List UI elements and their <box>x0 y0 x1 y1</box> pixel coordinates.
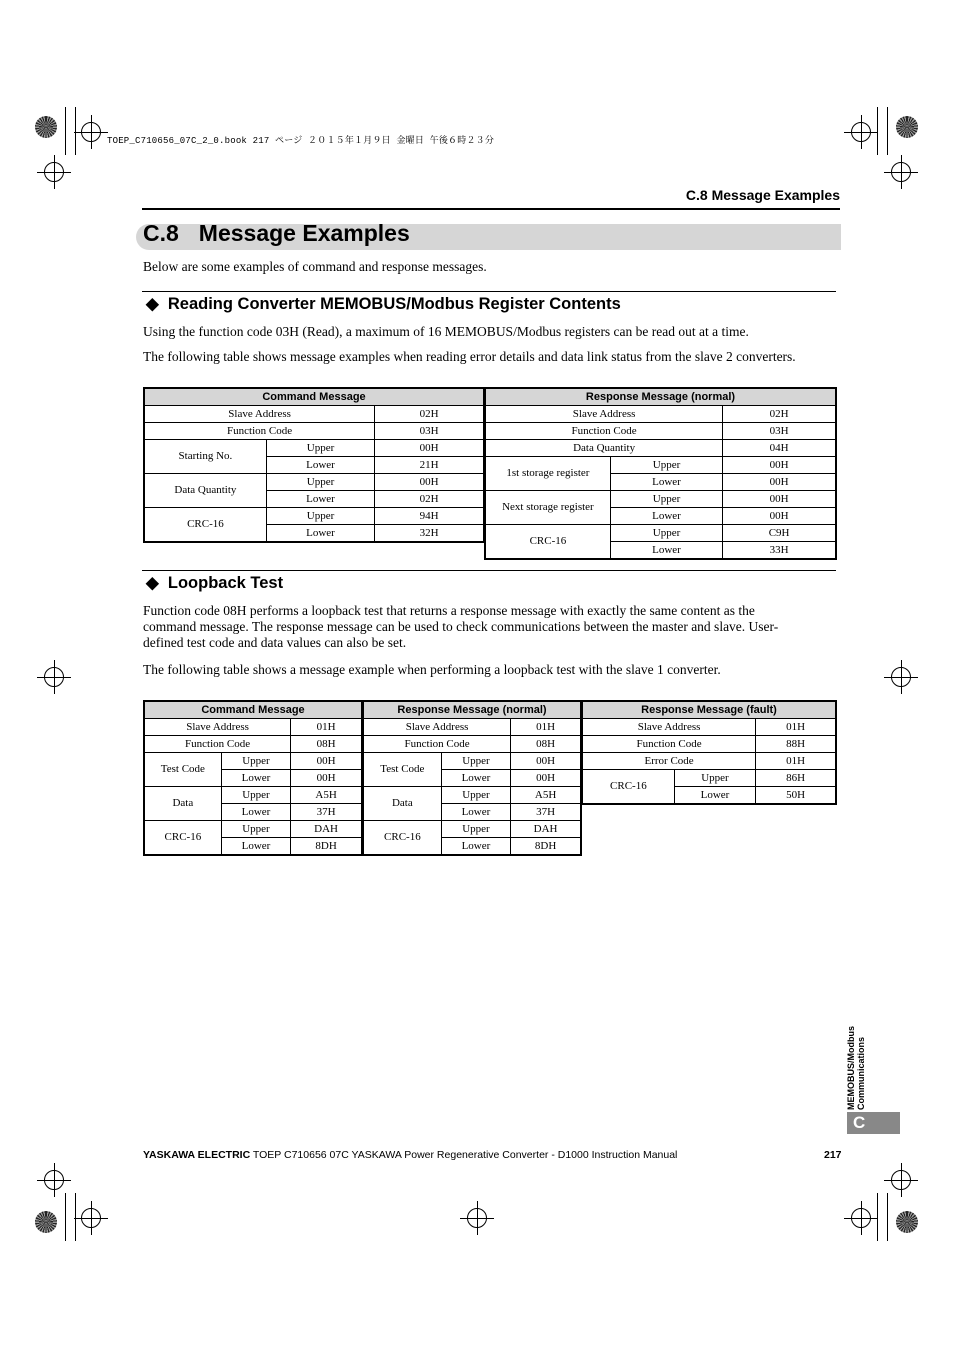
side-tab-letter: C <box>853 1113 866 1132</box>
section1-paragraph-2: The following table shows message examples when reading error details and data link status from the slave 2 converters. <box>143 349 796 364</box>
table-row <box>485 423 836 440</box>
cell-label: Function Code <box>485 423 723 440</box>
crosshair-icon <box>891 667 911 687</box>
cell-value: 94H <box>375 508 484 525</box>
table-header: Response Message (fault) <box>582 701 836 719</box>
cell-label: Lower <box>221 804 290 821</box>
loopback-response-fault-table <box>581 700 837 805</box>
cell-label: Upper <box>674 770 755 787</box>
table-row <box>363 821 581 838</box>
cell-label: Lower <box>441 838 510 856</box>
cell-value: 00H <box>511 770 581 787</box>
section-heading-text: Reading Converter MEMOBUS/Modbus Register Contents <box>167 295 621 313</box>
table-row <box>485 406 836 423</box>
footer <box>143 1149 677 1161</box>
registration-dot-icon <box>35 116 57 138</box>
cell-value: 08H <box>511 736 581 753</box>
cell-value: 88H <box>756 736 836 753</box>
cell-value: 03H <box>375 423 484 440</box>
table-row <box>144 508 484 525</box>
cell-label: Data <box>363 787 441 821</box>
section-heading-reading <box>146 294 621 314</box>
cell-value: 00H <box>375 474 484 491</box>
cell-label: Slave Address <box>144 719 291 736</box>
cell-label: Data Quantity <box>144 474 266 508</box>
side-tab <box>847 1112 900 1134</box>
cell-label: Lower <box>610 508 722 525</box>
page-title <box>143 220 410 247</box>
cell-label: Data <box>144 787 221 821</box>
crop-mark <box>887 1193 888 1241</box>
crosshair-icon <box>81 122 101 142</box>
cell-label: Lower <box>441 770 510 787</box>
cell-label: Lower <box>221 838 290 856</box>
table-row <box>485 440 836 457</box>
cell-value: C9H <box>723 525 836 542</box>
cell-value: 02H <box>375 406 484 423</box>
cell-label: Upper <box>441 821 510 838</box>
diamond-icon: ◆ <box>146 574 159 592</box>
crop-mark <box>75 107 76 155</box>
cell-label: Test Code <box>363 753 441 787</box>
cell-label: Function Code <box>144 423 375 440</box>
table-row <box>363 787 581 804</box>
cell-label: Upper <box>441 753 510 770</box>
read-response-table <box>484 387 837 560</box>
crop-mark <box>75 1193 76 1241</box>
crosshair-icon <box>891 1170 911 1190</box>
table-row <box>144 406 484 423</box>
cell-label: CRC-16 <box>485 525 610 560</box>
table-row <box>582 736 836 753</box>
cell-label: Upper <box>221 753 290 770</box>
cell-value: 00H <box>723 457 836 474</box>
section-heading-loopback <box>146 573 283 593</box>
cell-value: 00H <box>723 508 836 525</box>
footer-text: TOEP C710656 07C YASKAWA Power Regenerative Converter - D1000 Instruction Manual <box>250 1149 678 1161</box>
table-header: Command Message <box>144 388 484 406</box>
cell-label: CRC-16 <box>144 508 266 543</box>
table-row <box>582 753 836 770</box>
cell-value: 00H <box>291 770 362 787</box>
table-row <box>485 457 836 474</box>
table-header: Response Message (normal) <box>363 701 581 719</box>
table-row <box>582 770 836 787</box>
cell-label: 1st storage register <box>485 457 610 491</box>
cell-value: 8DH <box>291 838 362 856</box>
title-number: C.8 <box>143 220 179 246</box>
table-row <box>144 423 484 440</box>
crosshair-icon <box>851 122 871 142</box>
running-head: C.8 Message Examples <box>685 187 840 203</box>
cell-label: Upper <box>441 787 510 804</box>
cell-label: Upper <box>221 787 290 804</box>
cell-value: 00H <box>723 491 836 508</box>
section2-paragraph-1: Function code 08H performs a loopback test that returns a response message with exactly the same content as the command message. The response message can be used to check communications between the master and slave. User-defined test code and data values can also be set. <box>143 603 779 650</box>
crosshair-icon <box>44 667 64 687</box>
page-number: 217 <box>824 1149 842 1161</box>
crosshair-icon <box>467 1208 487 1228</box>
cell-value: A5H <box>511 787 581 804</box>
cell-value: 00H <box>511 753 581 770</box>
table-row <box>144 719 362 736</box>
cell-label: Slave Address <box>485 406 723 423</box>
crop-mark <box>877 1193 878 1241</box>
crosshair-icon <box>44 162 64 182</box>
cell-value: 33H <box>723 542 836 560</box>
cell-label: Error Code <box>582 753 756 770</box>
table-row <box>582 719 836 736</box>
cell-value: 02H <box>375 491 484 508</box>
cell-value: A5H <box>291 787 362 804</box>
cell-value: 08H <box>291 736 362 753</box>
cell-value: 37H <box>511 804 581 821</box>
cell-label: Upper <box>610 525 722 542</box>
section-heading-text: Loopback Test <box>167 574 284 592</box>
cell-label: Upper <box>266 508 374 525</box>
table-row <box>485 491 836 508</box>
footer-brand: YASKAWA ELECTRIC <box>143 1149 251 1161</box>
cell-value: DAH <box>291 821 362 838</box>
cell-value: 03H <box>723 423 836 440</box>
loopback-response-normal-table <box>362 700 582 856</box>
crosshair-icon <box>851 1208 871 1228</box>
table-row <box>485 525 836 542</box>
section1-paragraph-1: Using the function code 03H (Read), a maximum of 16 MEMOBUS/Modbus registers can be read out at a time. <box>143 324 749 339</box>
cell-value: 8DH <box>511 838 581 856</box>
cell-label: Function Code <box>363 736 511 753</box>
crop-mark <box>65 1193 66 1241</box>
registration-dot-icon <box>896 1211 918 1233</box>
cell-label: Slave Address <box>363 719 511 736</box>
cell-label: Data Quantity <box>485 440 723 457</box>
header-rule <box>142 208 840 210</box>
cell-label: Lower <box>441 804 510 821</box>
read-command-table <box>143 387 485 543</box>
cell-label: Lower <box>266 457 374 474</box>
table-row <box>363 719 581 736</box>
cell-label: Upper <box>610 491 722 508</box>
cell-value: 50H <box>756 787 836 805</box>
crop-mark <box>65 107 66 155</box>
cell-label: Function Code <box>144 736 291 753</box>
cell-value: DAH <box>511 821 581 838</box>
cell-label: Slave Address <box>144 406 375 423</box>
table-row <box>144 474 484 491</box>
crosshair-icon <box>891 162 911 182</box>
section-rule <box>142 570 836 571</box>
cell-label: CRC-16 <box>363 821 441 856</box>
cell-value: 21H <box>375 457 484 474</box>
cell-label: CRC-16 <box>582 770 674 805</box>
cell-value: 32H <box>375 525 484 543</box>
table-row <box>363 753 581 770</box>
table-row <box>144 440 484 457</box>
registration-dot-icon <box>896 116 918 138</box>
cell-label: CRC-16 <box>144 821 221 856</box>
crosshair-icon <box>44 1170 64 1190</box>
cell-value: 04H <box>723 440 836 457</box>
loopback-command-table <box>143 700 363 856</box>
table-row <box>144 821 362 838</box>
cell-value: 00H <box>723 474 836 491</box>
cell-label: Lower <box>221 770 290 787</box>
intro-paragraph: Below are some examples of command and response messages. <box>143 259 487 274</box>
cell-value: 01H <box>291 719 362 736</box>
crop-mark <box>887 107 888 155</box>
title-text: Message Examples <box>198 220 410 246</box>
print-header: TOEP_C710656_07C_2_0.book 217 ページ ２０１５年１月９日 金曜日 午後６時２３分 <box>107 136 495 146</box>
cell-label: Upper <box>266 474 374 491</box>
section-rule <box>142 291 836 292</box>
side-tab-label: MEMOBUS/Modbus Communications <box>846 1026 866 1110</box>
section2-paragraph-2: The following table shows a message example when performing a loopback test with the slave 1 converter. <box>143 662 721 677</box>
cell-label: Lower <box>610 474 722 491</box>
cell-label: Function Code <box>582 736 756 753</box>
diamond-icon: ◆ <box>146 295 159 313</box>
cell-value: 01H <box>756 753 836 770</box>
cell-label: Next storage register <box>485 491 610 525</box>
cell-value: 00H <box>291 753 362 770</box>
cell-label: Starting No. <box>144 440 266 474</box>
table-header: Response Message (normal) <box>485 388 836 406</box>
cell-label: Test Code <box>144 753 221 787</box>
table-row <box>144 753 362 770</box>
cell-value: 02H <box>723 406 836 423</box>
cell-value: 00H <box>375 440 484 457</box>
registration-dot-icon <box>35 1211 57 1233</box>
table-row <box>144 736 362 753</box>
cell-value: 37H <box>291 804 362 821</box>
cell-label: Upper <box>266 440 374 457</box>
cell-value: 01H <box>756 719 836 736</box>
cell-value: 01H <box>511 719 581 736</box>
cell-value: 86H <box>756 770 836 787</box>
cell-label: Lower <box>610 542 722 560</box>
crop-mark <box>877 107 878 155</box>
cell-label: Lower <box>674 787 755 805</box>
crosshair-icon <box>81 1208 101 1228</box>
cell-label: Upper <box>221 821 290 838</box>
table-row <box>363 736 581 753</box>
cell-label: Lower <box>266 525 374 543</box>
table-header: Command Message <box>144 701 362 719</box>
cell-label: Upper <box>610 457 722 474</box>
cell-label: Lower <box>266 491 374 508</box>
cell-label: Slave Address <box>582 719 756 736</box>
table-row <box>144 787 362 804</box>
